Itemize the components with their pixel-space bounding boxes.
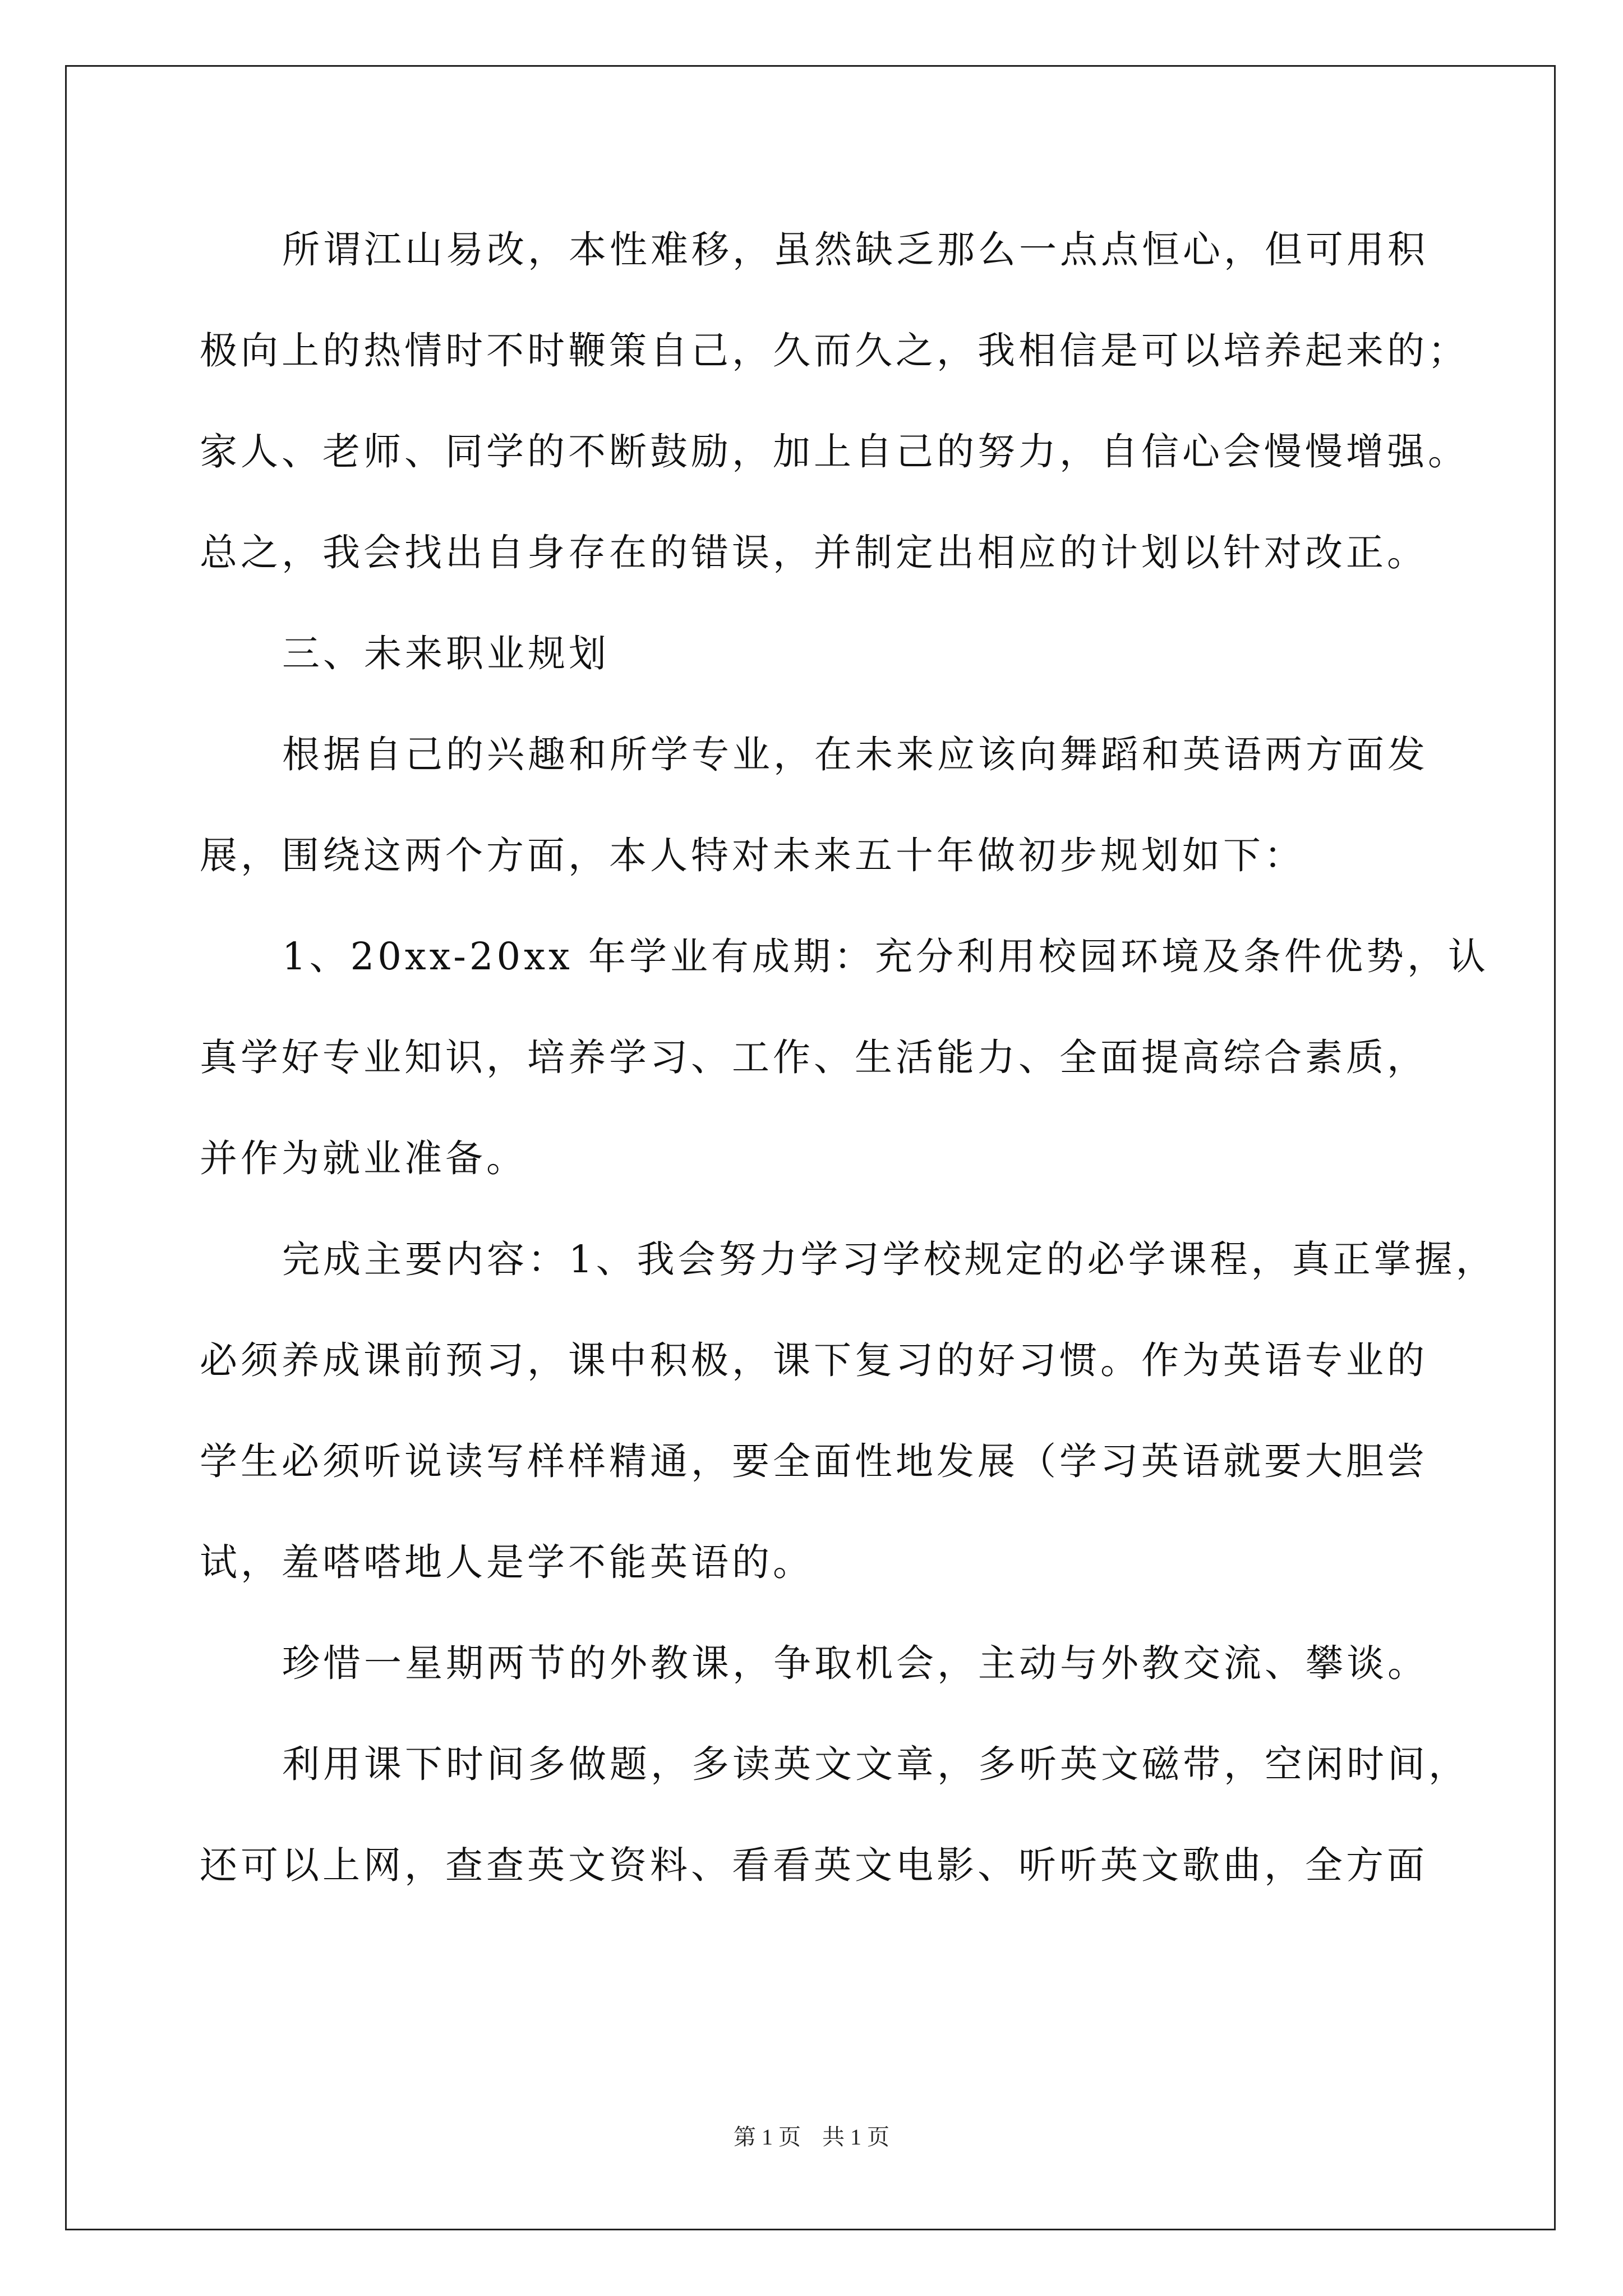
text-line: 1、20xx-20xx 年学业有成期：充分利用校园环境及条件优势，认 xyxy=(282,935,1490,978)
page-footer xyxy=(0,2123,1623,2151)
text-line: 并作为就业准备。 xyxy=(200,1137,527,1180)
text-line: 必须养成课前预习，课中积极，课下复习的好习惯。作为英语专业的 xyxy=(200,1338,1428,1382)
text-line: 展，围绕这两个方面，本人特对未来五十年做初步规划如下： xyxy=(200,834,1305,877)
text-line: 珍惜一星期两节的外教课，争取机会，主动与外教交流、攀谈。 xyxy=(282,1641,1428,1685)
section-heading: 三、未来职业规划 xyxy=(282,632,610,675)
text-line: 根据自己的兴趣和所学专业，在未来应该向舞蹈和英语两方面发 xyxy=(282,733,1428,776)
text-line: 利用课下时间多做题，多读英文文章，多听英文磁带，空闲时间， xyxy=(282,1742,1469,1786)
text-line: 家人、老师、同学的不断鼓励，加上自己的努力，自信心会慢慢增强。 xyxy=(200,430,1469,473)
text-line: 完成主要内容：1、我会努力学习学校规定的必学课程，真正掌握， xyxy=(282,1237,1497,1281)
text-line: 极向上的热情时不时鞭策自己，久而久之，我相信是可以培养起来的； xyxy=(200,329,1469,372)
text-line: 总之，我会找出自身存在的错误，并制定出相应的计划以针对改正。 xyxy=(200,531,1428,574)
text-line: 学生必须听说读写样样精通，要全面性地发展（学习英语就要大胆尝 xyxy=(200,1439,1428,1483)
page-number-current: 第 1 页 xyxy=(734,2124,801,2150)
page-number-total: 共 1 页 xyxy=(822,2124,889,2150)
text-line: 所谓江山易改，本性难移，虽然缺乏那么一点点恒心，但可用积 xyxy=(282,228,1428,272)
text-line: 试，羞嗒嗒地人是学不能英语的。 xyxy=(200,1540,814,1584)
text-line: 还可以上网，查查英文资料、看看英文电影、听听英文歌曲，全方面 xyxy=(200,1843,1428,1887)
text-line: 真学好专业知识，培养学习、工作、生活能力、全面提高综合素质， xyxy=(200,1036,1428,1079)
